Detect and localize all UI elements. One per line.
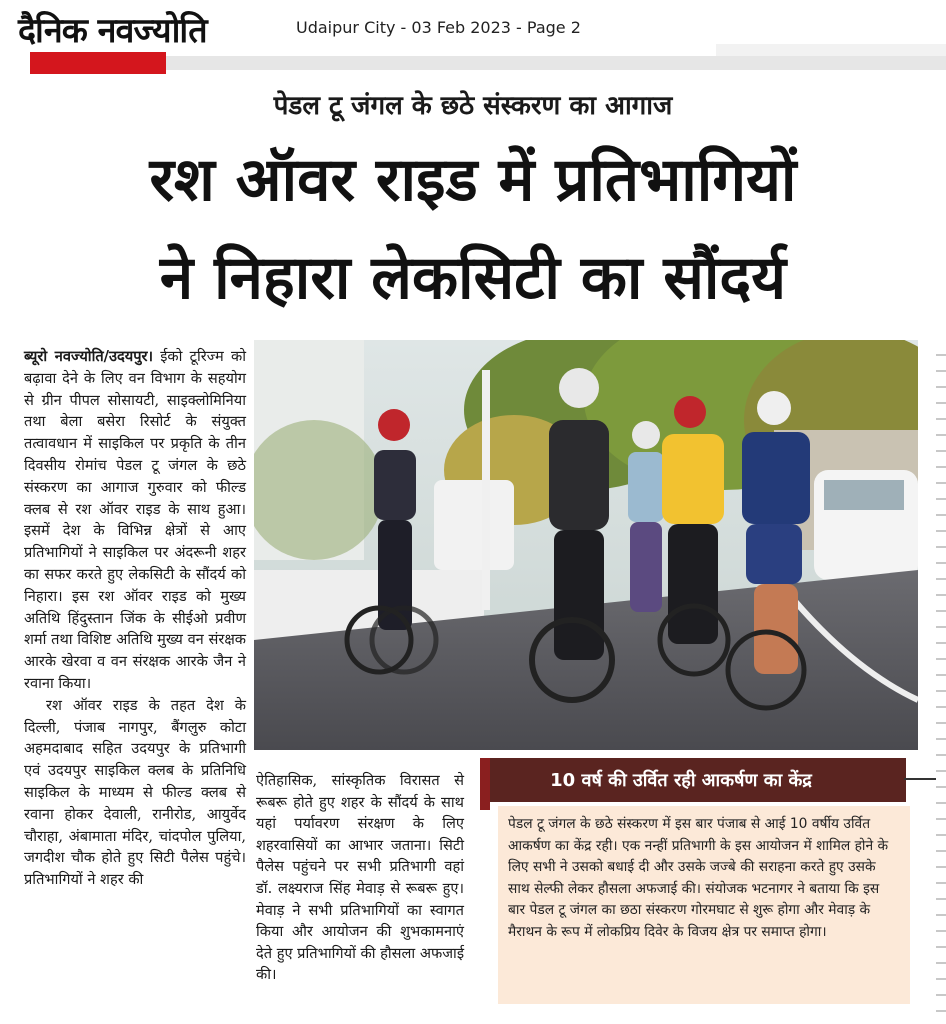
edition-line: Udaipur City - 03 Feb 2023 - Page 2 — [296, 18, 581, 37]
cyclist-4 — [660, 396, 728, 674]
cyclists-photo — [254, 340, 918, 750]
subheading-title: 10 वर्ष की उर्वित रही आकर्षण का केंद्र — [550, 770, 812, 791]
header-rule — [166, 56, 946, 70]
headline-line-1: रश ऑवर राइड में प्रतिभागियों — [149, 145, 797, 215]
section-tab — [30, 52, 166, 74]
highlight-box-text: पेडल टू जंगल के छठे संस्करण में इस बार पंजाब से आई 10 वर्षीय उर्वित आकर्षण का केंद्र रही। एक नन्हीं प्रतिभागी के इस आयोजन में शामिल होने के लिए सभी ने उसको बधाई दी और उसके जज्बे की सराहना करते हुए उसके साथ सेल्फी लेकर हौसला अफजाई की। संयोजक भटनागर ने बताया कि इस बार पेडल टू जंगल का छठा संस्करण गोरमघाट से शुरू होगा और मेवाड़ के मैराथन के रूप में लोकप्रिय दिवेर के विजय क्षेत्र पर समाप्त होगा। — [508, 816, 889, 940]
article-paragraph-2: रश ऑवर राइड के तहत देश के दिल्ली, पंजाब नागपुर, बैंगलुरु कोटा अहमदाबाद सहित उदयपुर के प्रतिभागी एवं उदयपुर साइकिल क्लब के प्रतिनिधि साइकिल के माध्यम से फील्ड क्लब से रवाना होकर देवाली, रानीरोड, आयुर्वेद चौराहा, अंबामाता मंदिर, चांदपोल पुलिया, जगदीश चौक होते हुए सिटी पैलेस पहुंचे। प्रतिभागियों ने शहर की — [24, 696, 246, 889]
headline-line-2: ने निहारा लेकसिटी का सौंदर्य — [159, 243, 787, 313]
article-column-left — [24, 346, 246, 891]
cyclists-illustration — [254, 340, 918, 750]
newspaper-logo: दैनिक नवज्योति — [18, 11, 207, 51]
adjacent-column-edge — [936, 340, 946, 1020]
subheading-banner — [486, 758, 906, 802]
byline: ब्यूरो नवज्योति/उदयपुर। — [24, 348, 153, 365]
paragraph-1-text: ईको टूरिज्म को बढ़ावा देने के लिए वन विभाग के सहयोग से ग्रीन पीपल सोसायटी, साइक्लोमिनिया तथा बेला बसेरा रिसोर्ट के संयुक्त तत्वावधान में साइकिल पर प्रकृति के तीन दिवसीय रोमांच पेडल टू जंगल के छठे संस्करण का आगाज गुरुवार को फील्ड क्लब से रश ऑवर राइड के साथ हुआ। इसमें देश के विभिन्न क्षेत्रों से आए प्रतिभागियों ने साइकिल पर अंदरूनी शहर का सफर करते हुए लेकसिटी के सौंदर्य को निहारा। इस रश ऑवर राइड को मुख्य अतिथि हिंदुस्तान जिंक के सीईओ प्रवीण शर्मा तथा विशिष्ट अतिथि मुख्य वन संरक्षक आरके खेरवा व वन संरक्षक आरके जैन ने रवाना किया। — [24, 348, 246, 692]
banner-pointer — [904, 778, 940, 780]
article-paragraph-1 — [24, 346, 246, 695]
highlight-box — [498, 806, 910, 1004]
article-kicker: पेडल टू जंगल के छठे संस्करण का आगाज — [273, 91, 673, 121]
article-column-middle: ऐतिहासिक, सांस्कृतिक विरासत से रूबरू होते हुए शहर के सौंदर्य के साथ यहां पर्यावरण संरक्षण के लिए शहरवासियों का आभार जताना। सिटी पैलेस पहुंचने पर सभी प्रतिभागी वहां डॉ. लक्ष्यराज सिंह मेवाड़ से रूबरू हुए। मेवाड़ ने सभी प्रतिभागियों का स्वागत किया और आयोजन की शुभकामनाएं देते हुए प्रतिभागियों की हौसला अफजाई की। — [256, 772, 464, 984]
